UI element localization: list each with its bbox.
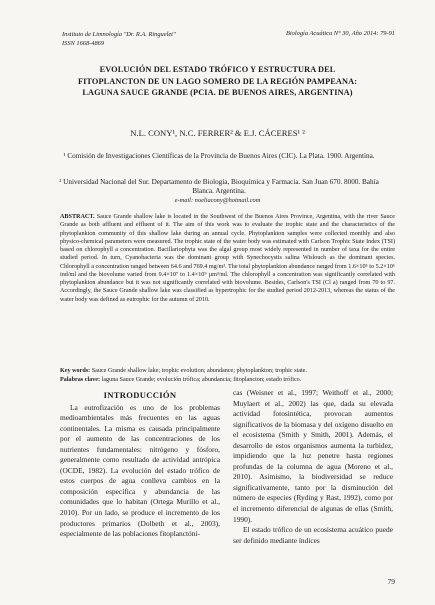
body-column-right: [233, 388, 393, 546]
affiliation-1: ¹ Comisión de Investigaciones Científicas de la Provincia de Buenos Aires (CIC). La Plata. 1900. Argentina.: [63, 152, 375, 160]
journal-header-right: Biología Acuática N° 30, Año 2014: 79-91: [286, 30, 395, 37]
abstract-label: ABSTRACT.: [60, 214, 95, 220]
journal-header-left: [62, 30, 176, 48]
affiliation-2: ² Universidad Nacional del Sur. Departamento de Biología, Bioquímica y Farmacia. San Juan 670. 8000. Bahía Blanca. Argentina.: [59, 178, 379, 196]
page-number: 79: [387, 577, 395, 586]
keywords-label: Key words:: [60, 368, 91, 374]
paper-title: [40, 64, 395, 99]
body-paragraph: El estado trófico de un ecosistema acuático puede ser definido mediante índices: [233, 525, 393, 545]
abstract: [60, 213, 395, 304]
title-line: EVOLUCIÓN DEL ESTADO TRÓFICO Y ESTRUCTURA DEL: [99, 65, 336, 74]
institute-name: Instituto de Limnología "Dr. R.A. Ringuelet": [62, 31, 176, 38]
issn: ISSN 1668-4869: [62, 40, 105, 47]
title-line: FITOPLANCTON DE UN LAGO SOMERO DE LA REGIÓN PAMPEANA:: [77, 76, 358, 86]
authors: N.L. CONY¹, N.C. FERRER² & E.J. CÁCERES¹ ²: [130, 128, 305, 138]
body-paragraph: cas (Weisner et al., 1997; Weithoff et al., 2000; Muylaert et al., 2002) las que, dada su elevada actividad fotosintética, provocan aumentos significativos de la biomasa y del oxígeno disuelto en el ecosistema (Smith y Smith, 2001). Además, el desarrollo de estos organismos aumenta la turbidez, impidiendo que la luz penetre hasta regiones profundas de la columna de agua (Moreno et al., 2010). Asimismo, la biodiversidad se reduce significativamente, tanto por la disminución del número de especies (Ryding y Rast, 1992), como por el incremento diferencial de algunas de ellas (Smith, 1990).: [233, 388, 393, 524]
body-column-left: [60, 390, 220, 540]
body-paragraph: La eutrofización es uno de los problemas medioambientales más frecuentes en las aguas continentales. La misma es causada principalmente por el aumento de las concentraciones de los nutrientes fundamentales: nitrógeno y fósforo, generalmente como resultado de actividad antrópica (OCDE, 1982). La evolución del estado trófico de estos cuerpos de agua conlleva cambios en la composición específica y abundancia de las comunidades que lo habitan (Ortega Murillo et al., 2010). Por un lado, se produce el incremento de los productores primarios (Dolbeth et al., 2003), especialmente de las poblaciones fitoplanctóni-: [60, 402, 220, 539]
section-heading-introduccion: INTRODUCCIÓN: [103, 390, 177, 400]
abstract-text: Sauce Grande shallow lake is located in the Southwest of the Buenos Aires Province, Argentina, with the river Sauce Grande as both affluent and effluent of it. The aim of this work was to evaluate the trophic state and the characteristics of the phytoplankton community of this shallow lake during an annual cycle. Phytoplankton samples were collected monthly and also physico-chemical parameters were measured. The trophic state of the water body was estimated with Carlson Trophic State Index (TSI) based on chlorophyll a concentration. Bacillariophyta was the algal group most widely represented in number of taxa for the entire studied period. In turn, Cyanobacteria was the dominant group with Synechocystis salina Wislouch as the dominant species. Chlorophyll a concentration ranged between 64.6 and 769.4 mg/m³. The total phytoplankton abundance ranged from 1.6×10⁵ to 5.2×10⁶ ind/ml and the biovolume varied from 9.4×10⁷ to 1.4×10⁹ µm³/ml. The chlorophyll a concentration was significantly correlated with phytoplankton abundance but it was not significantly correlated with biovolume. Besides, Carlson's TSI (Cl a) ranged from 70 to 97. Accordingly, the Sauce Grande shallow lake was classified as hypertrophic for the studied period 2012-2013, whereas the status of the water body was defined as eutrophic for the autumn of 2010.: [60, 214, 395, 303]
keywords-block: [60, 367, 395, 384]
author-email: e-mail: noeliacony@hotmail.com: [174, 197, 261, 204]
palabras-text: laguna Sauce Grande; evolución trófica; abundancia; fitoplancton; estado trófico.: [101, 376, 302, 383]
keywords-text: Sauce Grande shallow lake; trophic evolution; abundance; phytoplankton; trophic state.: [91, 368, 307, 374]
palabras-label: Palabras clave:: [60, 376, 101, 383]
title-line: LAGUNA SAUCE GRANDE (PCIA. DE BUENOS AIRES, ARGENTINA): [82, 88, 353, 97]
keywords-es: [60, 376, 395, 385]
keywords-en: [60, 367, 395, 376]
